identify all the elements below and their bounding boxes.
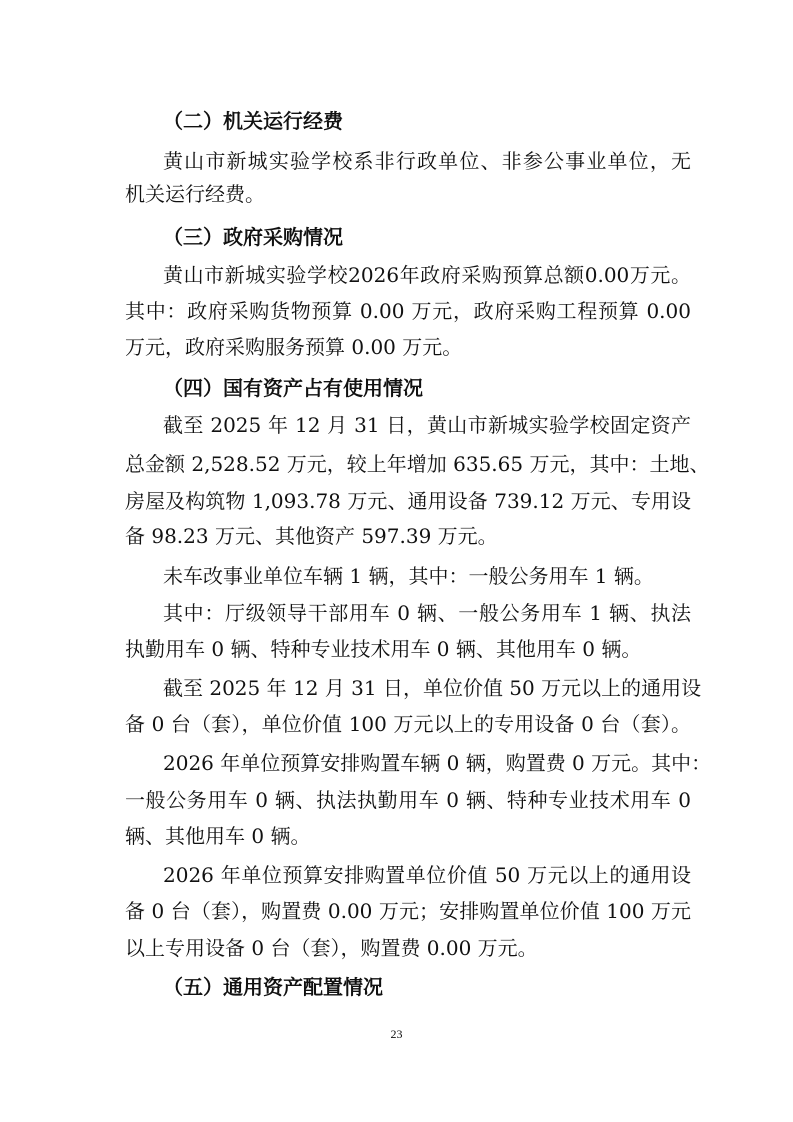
paragraph-line: 截至 2025 年 12 月 31 日，黄山市新城实验学校固定资产 bbox=[163, 413, 691, 437]
section-heading-3: （三）政府采购情况 bbox=[163, 225, 343, 249]
paragraph-line: 黄山市新城实验学校系非行政单位、非参公事业单位，无 bbox=[163, 149, 691, 173]
paragraph-line: 黄山市新城实验学校2026年政府采购预算总额0.00万元。 bbox=[163, 263, 691, 287]
paragraph-line: 2026 年单位预算安排购置单位价值 50 万元以上的通用设 bbox=[163, 863, 691, 887]
paragraph-line: 备 98.23 万元、其他资产 597.39 万元。 bbox=[125, 524, 498, 548]
page-number: 23 bbox=[390, 1027, 403, 1041]
paragraph-line: 其中：政府采购货物预算 0.00 万元，政府采购工程预算 0.00 bbox=[125, 299, 691, 323]
section-heading-5: （五）通用资产配置情况 bbox=[163, 975, 383, 999]
paragraph-line: 备 0 台（套），单位价值 100 万元以上的专用设备 0 台（套）。 bbox=[125, 712, 691, 736]
paragraph-line: 机关运行经费。 bbox=[125, 182, 265, 206]
section-heading-2: （二）机关运行经费 bbox=[163, 109, 343, 133]
paragraph-line: 房屋及构筑物 1,093.78 万元、通用设备 739.12 万元、专用设 bbox=[125, 489, 691, 513]
paragraph-line: 备 0 台（套），购置费 0.00 万元；安排购置单位价值 100 万元 bbox=[125, 899, 691, 923]
paragraph-line: 万元，政府采购服务预算 0.00 万元。 bbox=[125, 335, 463, 359]
paragraph-line: 总金额 2,528.52 万元，较上年增加 635.65 万元，其中：土地、 bbox=[125, 452, 710, 476]
paragraph-line: 执勤用车 0 辆、特种专业技术用车 0 辆、其他用车 0 辆。 bbox=[125, 637, 642, 661]
section-heading-4: （四）国有资产占有使用情况 bbox=[163, 376, 423, 400]
paragraph-line: 2026 年单位预算安排购置车辆 0 辆，购置费 0 万元。其中： bbox=[163, 751, 712, 775]
paragraph-line: 其中：厅级领导干部用车 0 辆、一般公务用车 1 辆、执法 bbox=[163, 601, 691, 625]
paragraph-line: 一般公务用车 0 辆、执法执勤用车 0 辆、特种专业技术用车 0 bbox=[125, 788, 691, 812]
paragraph-line: 截至 2025 年 12 月 31 日，单位价值 50 万元以上的通用设 bbox=[163, 676, 702, 700]
paragraph-line: 未车改事业单位车辆 1 辆，其中：一般公务用车 1 辆。 bbox=[163, 564, 654, 588]
paragraph-line: 辆、其他用车 0 辆。 bbox=[125, 824, 311, 848]
paragraph-line: 以上专用设备 0 台（套），购置费 0.00 万元。 bbox=[125, 936, 538, 960]
